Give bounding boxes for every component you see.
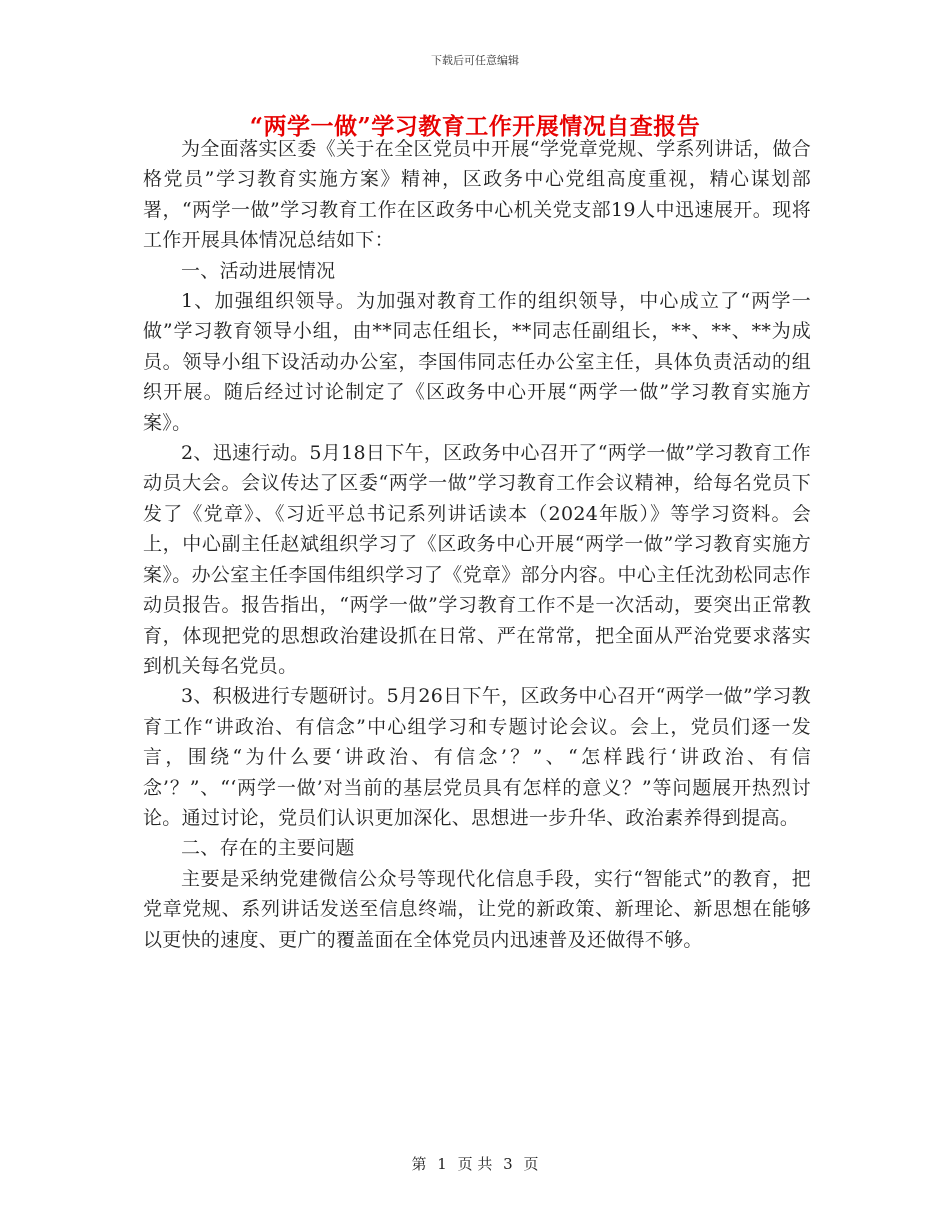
section-heading-progress: 一、活动进展情况 xyxy=(181,259,336,282)
paragraph-organization: 1、加强组织领导。为加强对教育工作的组织领导，中心成立了“两学一做”学习教育领导小组，由**同志任组长，**同志任副组长，**、**、**为成员。领导小组下设活动办公室，李国伟同志任办公室主任，具体负责活动的组织开展。随后经过讨论制定了《区政务中心开展“两学一做”学习教育实施方案》。 xyxy=(143,290,811,434)
page-prefix: 第 xyxy=(411,1155,427,1173)
paragraph-intro: 为全面落实区委《关于在全区党员中开展“学党章党规、学系列讲话，做合格党员”学习教育实施方案》精神，区政务中心党组高度重视，精心谋划部署，“两学一做”学习教育工作在区政务中心机关党支部19人中迅速展开。现将工作开展具体情况总结如下： xyxy=(143,138,811,252)
paragraph-problems: 主要是采纳党建微信公众号等现代化信息手段，实行“智能式”的教育，把党章党规、系列讲话发送至信息终端，让党的新政策、新理论、新思想在能够以更快的速度、更广的覆盖面在全体党员内迅速普及还做得不够。 xyxy=(143,867,811,951)
page-current: 1 xyxy=(437,1155,447,1173)
paragraph-seminar: 3、积极进行专题研讨。5月26日下午，区政务中心召开“两学一做”学习教育工作“讲政治、有信念”中心组学习和专题讨论会议。会上，党员们逐一发言，围绕“为什么要‘讲政治、有信念’？”、“怎样践行‘讲政治、有信念’？”、“‘两学一做’对当前的基层党员具有怎样的意义？”等问题展开热烈讨论。通过讨论，党员们认识更加深化、思想进一步升华、政治素养得到提高。 xyxy=(143,685,811,829)
page-suffix: 页 xyxy=(523,1155,539,1173)
page-footer xyxy=(0,1153,950,1174)
page-mid: 页 共 xyxy=(457,1155,493,1173)
document-body xyxy=(143,134,811,955)
paragraph-action: 2、迅速行动。5月18日下午，区政务中心召开了“两学一做”学习教育工作动员大会。会议传达了区委“两学一做”学习教育工作会议精神，给每名党员下发了《党章》、《习近平总书记系列讲话读本（2024年版）》等学习资料。会上，中心副主任赵斌组织学习了《区政务中心开展“两学一做”学习教育实施方案》。办公室主任李国伟组织学习了《党章》部分内容。中心主任沈劲松同志作动员报告。报告指出，“两学一做”学习教育工作不是一次活动，要突出正常教育，体现把党的思想政治建设抓在日常、严在常常，把全面从严治党要求落实到机关每名党员。 xyxy=(143,442,811,677)
document-title: “两学一做”学习教育工作开展情况自查报告 xyxy=(249,113,701,140)
page-total: 3 xyxy=(503,1155,513,1173)
header-note: 下载后可任意编辑 xyxy=(431,54,519,67)
section-heading-problems: 二、存在的主要问题 xyxy=(181,837,355,860)
